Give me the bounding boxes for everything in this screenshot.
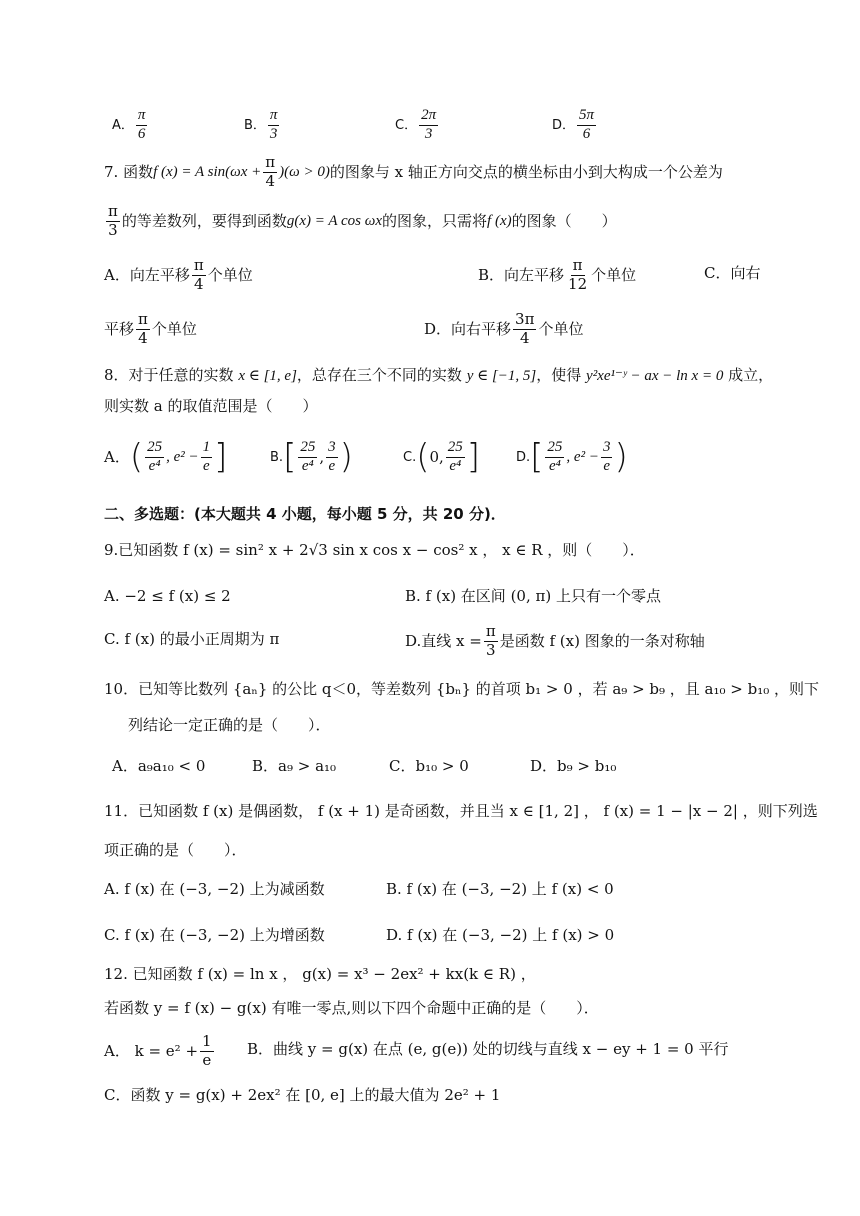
q7-option-b: B．向左平移 $\frac{\pi}{12}$ 个单位 [478,256,637,293]
q7-option-c-cont: 平移 $\frac{\pi}{4}$ 个单位 [104,310,197,347]
q8-option-a: A． ( $\frac{25}{\text{e⁴}}$ , e² − $\frac{1}{e}$ ] [104,437,228,478]
q9-option-a: A. −2 ≤ f (x) ≤ 2 [104,587,231,605]
q6-option-a: A． $\frac{\pi}{6}$ [112,107,146,142]
q10-stem-line1: 10．已知等比数列 {aₙ} 的公比 q＜0，等差数列 {bₙ} 的首项 b₁ > 0 ，若 a₉ > b₉ ，且 a₁₀ > b₁₀ ，则下 [104,680,820,698]
q11-option-b: B. f (x) 在 (−3, −2) 上 f (x) < 0 [386,880,614,898]
q12-option-c: C．函数 y = g(x) + 2ex² 在 [0, e] 上的最大值为 2e² + 1 [104,1086,501,1104]
q6-option-b: B． $\frac{\pi}{3}$ [244,107,278,142]
q10-option-b: B．a₉ > a₁₀ [252,757,337,775]
q6-d-fraction: $\frac{5\pi}{6}$ [579,107,595,142]
q6-a-fraction: $\frac{\pi}{6}$ [137,107,146,142]
q9-option-b: B. f (x) 在区间 (0, π) 上只有一个零点 [405,587,661,605]
q6-b-fraction: $\frac{\pi}{3}$ [269,107,278,142]
q7-stem-line2: $\frac{\pi}{3}$ 的等差数列，要得到函数 g(x) = A cos ωx 的图象，只需将 f (x) 的图象（ ） [108,202,617,239]
q10-option-c: C．b₁₀ > 0 [389,757,469,775]
q9-option-d: D.直线 x = $\frac{\pi}{3}$ 是函数 f (x) 图象的一条对称轴 [405,622,705,659]
q8-option-c: C. ( 0, $\frac{25}{\text{e⁴}}$ ] [403,437,481,478]
q12-stem-line2: 若函数 y = f (x) − g(x) 有唯一零点,则以下四个命题中正确的是（ ）． [104,999,599,1017]
q11-stem-line2: 项正确的是（ ）． [104,841,247,859]
q12-stem-line1: 12. 已知函数 f (x) = ln x ， g(x) = x³ − 2ex² + kx(k ∈ R) ， [104,965,536,983]
q12-option-b: B．曲线 y = g(x) 在点 (e, g(e)) 处的切线与直线 x − ey + 1 = 0 平行 [247,1040,729,1058]
q7-diff-fraction: $\frac{\pi}{3}$ [108,202,118,239]
q9-option-c: C. f (x) 的最小正周期为 π [104,630,280,648]
section-heading-multiple-choice: 二、多选题：(本大题共 4 小题，每小题 5 分，共 20 分)． [104,505,506,523]
q7-option-c-start: C．向右 [704,264,761,282]
q11-option-d: D. f (x) 在 (−3, −2) 上 f (x) > 0 [386,926,615,944]
q8-option-b: B. [ $\frac{25}{\text{e⁴}}$ , $\frac{3}{e}$ ) [270,437,353,478]
q8-stem-line2: 则实数 a 的取值范围是（ ） [104,397,318,415]
q11-stem-line1: 11．已知函数 f (x) 是偶函数， f (x + 1) 是奇函数，并且当 x ∈ [1, 2] ， f (x) = 1 − |x − 2| ，则下列选 [104,802,818,820]
q11-option-a: A. f (x) 在 (−3, −2) 上为减函数 [104,880,325,898]
q6-option-c: C． $\frac{2\pi}{3}$ [395,107,437,142]
q10-option-d: D．b₉ > b₁₀ [530,757,617,775]
q10-option-a: A．a₉a₁₀ < 0 [112,757,206,775]
q7-stem-line1: 7. 函数 f (x) = A sin(ωx + $\frac{\pi}{4}$ )(ω > 0) 的图象与 x 轴正方向交点的横坐标由小到大构成一个公差为 [104,153,723,190]
q9-stem: 9.已知函数 f (x) = sin² x + 2√3 sin x cos x − cos² x ， x ∈ R ，则（ ）． [104,541,645,559]
q10-stem-line2: 列结论一定正确的是（ ）． [128,716,331,734]
q7-phase-fraction: $\frac{\pi}{4}$ [265,153,276,190]
q8-option-d: D. [ $\frac{25}{\text{e⁴}}$ , e² − $\frac{3}{e}$ ) [516,437,628,478]
q12-option-a: A． k = e² + $\frac{1}{e}$ [104,1032,212,1069]
q6-c-fraction: $\frac{2\pi}{3}$ [421,107,437,142]
q11-option-c: C. f (x) 在 (−3, −2) 上为增函数 [104,926,325,944]
q7-option-d: D．向右平移 $\frac{3\pi}{4}$ 个单位 [424,310,584,347]
q7-option-a: A．向左平移 $\frac{\pi}{4}$ 个单位 [104,256,253,293]
q8-stem-line1: 8．对于任意的实数 x ∈ [1, e]，总存在三个不同的实数 y ∈ [−1, 5]，使得 y²xe¹⁻ʸ − ax − ln x = 0 成立， [104,366,774,384]
q6-option-d: D． $\frac{5\pi}{6}$ [552,107,595,142]
